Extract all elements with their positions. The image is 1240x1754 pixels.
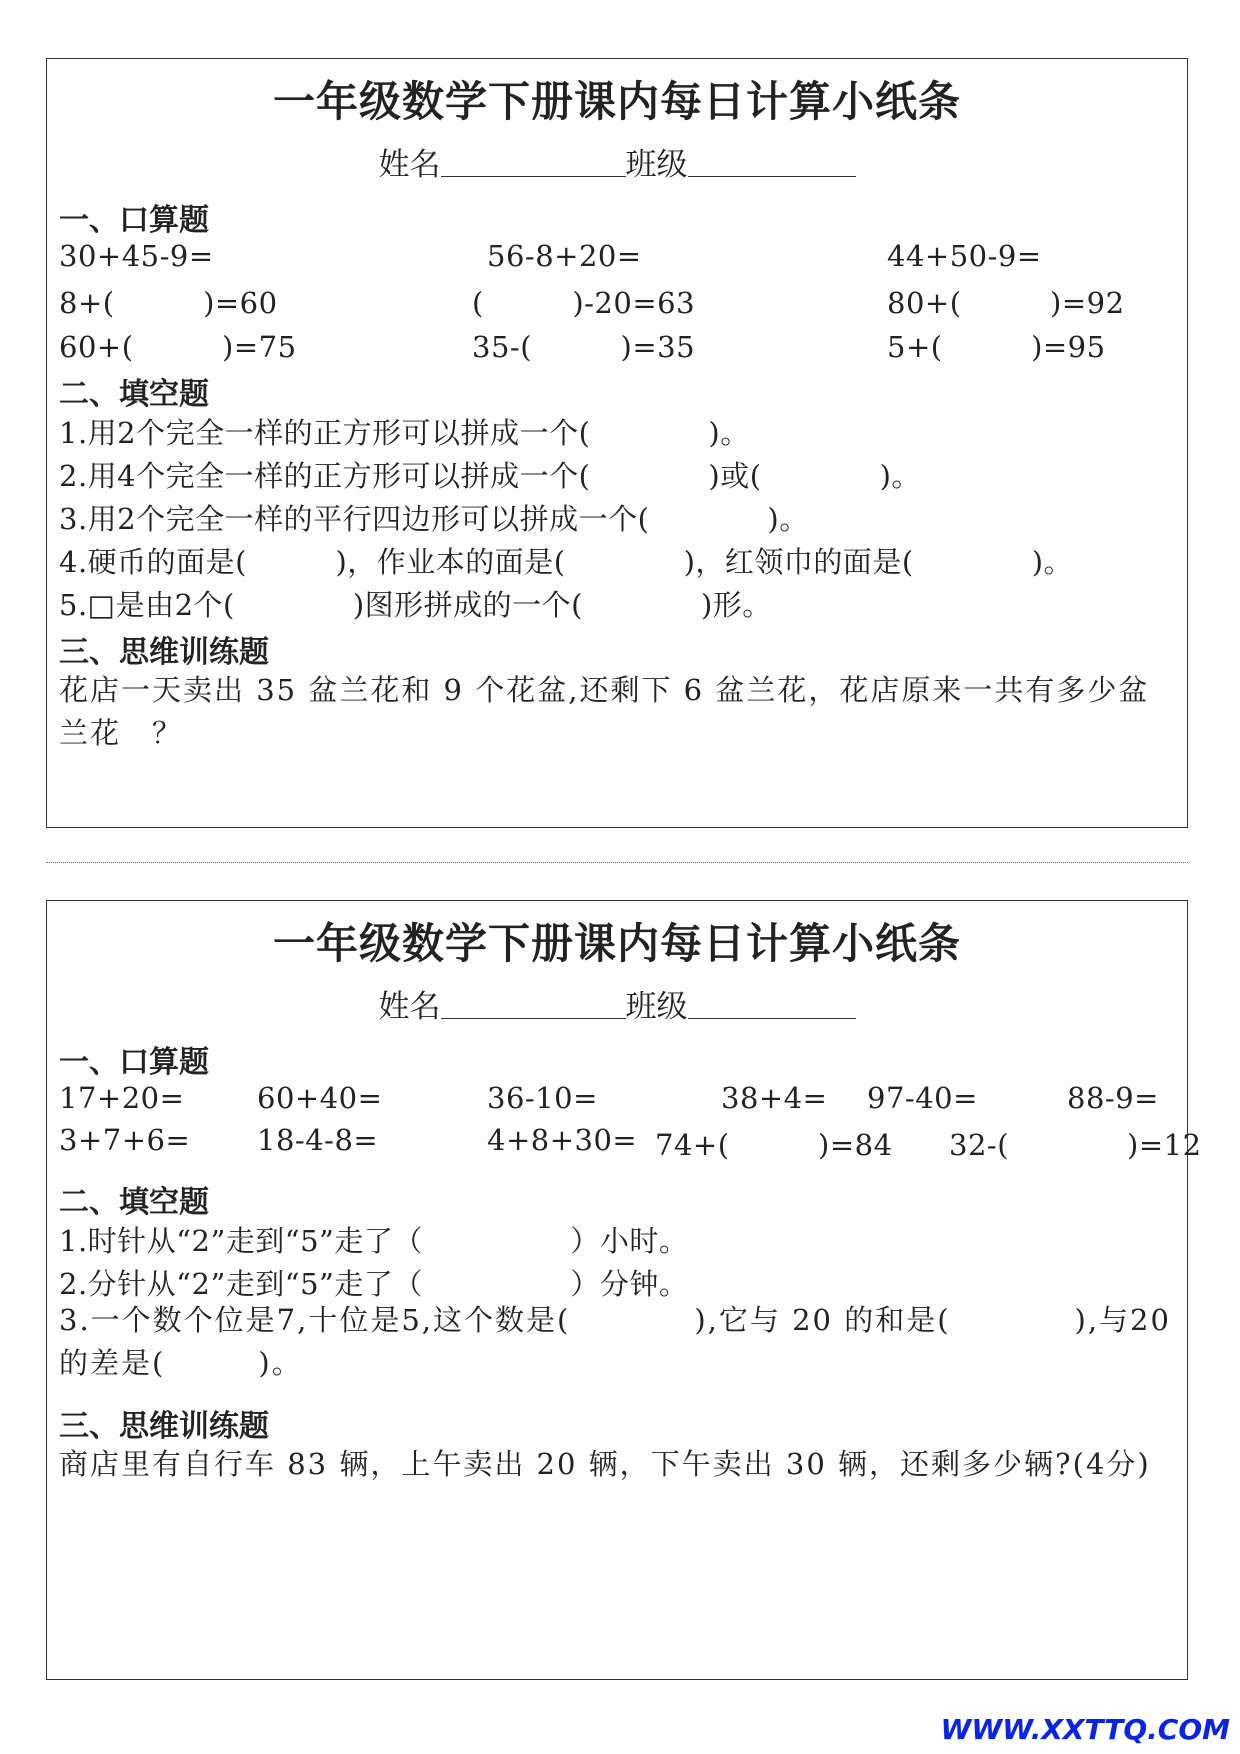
section-fill-heading: 二、填空题: [59, 377, 209, 412]
fill-item-4: 4.硬币的面是( )，作业本的面是( )，红领巾的面是( )。: [59, 545, 1074, 579]
oral-item: 35-( )=35: [472, 330, 696, 364]
oral-item: 80+( )=92: [887, 286, 1125, 320]
oral-item: ( )-20=63: [472, 286, 696, 320]
fill-item-2: 2.用4个完全一样的正方形可以拼成一个( )或( )。: [59, 459, 921, 493]
watermark-url: WWW.XXTTQ.COM: [940, 1713, 1230, 1746]
fill-item-1: 1.用2个完全一样的正方形可以拼成一个( )。: [59, 416, 750, 450]
page-title: 一年级数学下册课内每日计算小纸条: [272, 77, 961, 126]
fill-item-3: 3.一个数个位是7,十位是5,这个数是( ),它与 20 的和是( ),与20的差是( )。: [59, 1303, 1171, 1380]
oral-item: 30+45-9=: [59, 239, 214, 273]
worksheet-card-1: [46, 58, 1188, 828]
thinking-question: 商店里有自行车 83 辆，上午卖出 20 辆，下午卖出 30 辆，还剩多少辆?(4分): [59, 1447, 1151, 1481]
oral-item: 5+( )=95: [887, 330, 1106, 364]
oral-item: 18-4-8=: [257, 1123, 379, 1157]
cut-line: [46, 862, 1188, 863]
oral-item: 56-8+20=: [487, 239, 642, 273]
name-label: 姓名: [378, 147, 441, 183]
name-class-row: [47, 981, 1187, 1026]
section-oral-heading: 一、口算题: [59, 203, 209, 238]
oral-item: 32-( )=12: [949, 1128, 1202, 1162]
name-blank[interactable]: [441, 988, 626, 1019]
worksheet-card-2: [46, 900, 1202, 1680]
oral-item: 36-10=: [487, 1081, 598, 1115]
oral-item: 3+7+6=: [59, 1123, 191, 1157]
fill-item-2: 2.分针从“2”走到“5”走了（ ）分钟。: [59, 1267, 689, 1301]
oral-item: 17+20=: [59, 1081, 185, 1115]
fill-item-3: 3.用2个完全一样的平行四边形可以拼成一个( )。: [59, 502, 809, 536]
fill-item-1: 1.时针从“2”走到“5”走了（ ）小时。: [59, 1224, 689, 1258]
oral-item: 97-40=: [867, 1081, 978, 1115]
class-blank[interactable]: [688, 146, 856, 177]
oral-item: 8+( )=60: [59, 286, 278, 320]
oral-item: 88-9=: [1067, 1081, 1159, 1115]
oral-item: 44+50-9=: [887, 239, 1042, 273]
class-label: 班级: [625, 989, 688, 1025]
section-thinking-heading: 三、思维训练题: [59, 1409, 269, 1444]
name-class-row: [47, 139, 1187, 184]
oral-item: 60+40=: [257, 1081, 383, 1115]
section-fill-heading: 二、填空题: [59, 1185, 209, 1220]
oral-item: 38+4=: [721, 1081, 828, 1115]
oral-item: 60+( )=75: [59, 330, 297, 364]
fill-item-5: 5.□是由2个( )图形拼成的一个( )形。: [59, 588, 772, 622]
oral-item: 4+8+30=: [487, 1123, 638, 1157]
thinking-question: 花店一天卖出 35 盆兰花和 9 个花盆,还剩下 6 盆兰花，花店原来一共有多少盆兰花 ？: [59, 673, 1150, 750]
page-title: 一年级数学下册课内每日计算小纸条: [272, 919, 961, 968]
class-label: 班级: [625, 147, 688, 183]
name-label: 姓名: [378, 989, 441, 1025]
oral-item: 74+( )=84: [655, 1128, 893, 1162]
name-blank[interactable]: [441, 146, 626, 177]
section-thinking-heading: 三、思维训练题: [59, 635, 269, 670]
class-blank[interactable]: [688, 988, 856, 1019]
section-oral-heading: 一、口算题: [59, 1045, 209, 1080]
